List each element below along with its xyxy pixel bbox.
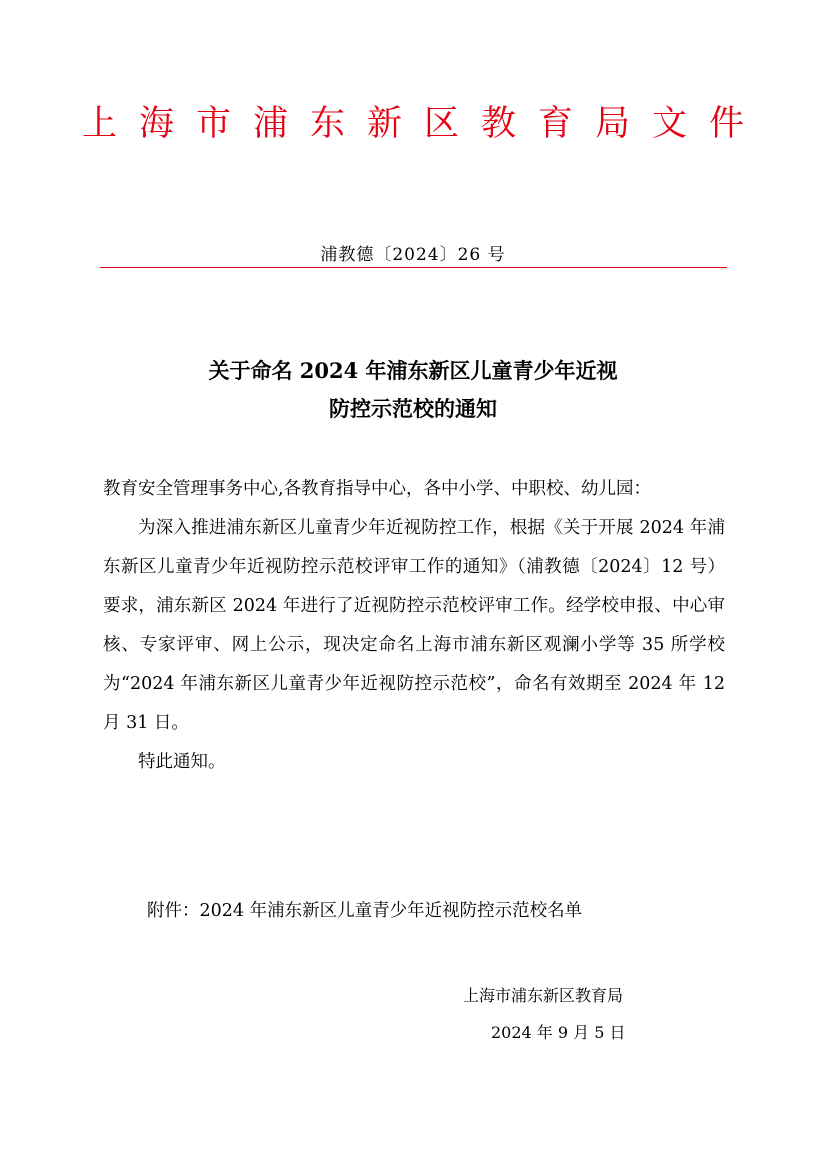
main-paragraph: 为深入推进浦东新区儿童青少年近视防控工作，根据《关于开展 2024 年浦东新区儿童青少年近视防控示范校评审工作的通知》（浦教德〔2024〕12 号）要求，浦东新区 2024 年进行了近视防控示范校评审工作。经学校申报、中心审核、专家评审、网上公示，现决定命名上海市浦东新区观澜小学等 35 所学校为“2024 年浦东新区儿童青少年近视防控示范校”，命名有效期至 2024 年 12 月 31 日。 [103,518,725,733]
attachment-line: 附件：2024 年浦东新区儿童青少年近视防控示范校名单 [147,901,583,921]
notice-title [0,352,826,428]
red-separator-line [100,267,727,268]
notice-title-line-1: 关于命名 2024 年浦东新区儿童青少年近视 [208,358,618,383]
addressee: 教育安全管理事务中心,各教育指导中心，各中小学、中职校、幼儿园： [103,479,652,499]
document-number: 浦教德〔2024〕26 号 [320,245,506,265]
issuing-authority: 上海市浦东新区教育局 [463,986,624,1005]
notice-body [103,470,725,782]
agency-document-header: 上海市浦东新区教育局文件 [81,104,766,144]
closing-phrase: 特此通知。 [138,752,226,772]
issue-date: 2024 年 9 月 5 日 [491,1023,626,1042]
notice-title-line-2: 防控示范校的通知 [329,396,497,421]
